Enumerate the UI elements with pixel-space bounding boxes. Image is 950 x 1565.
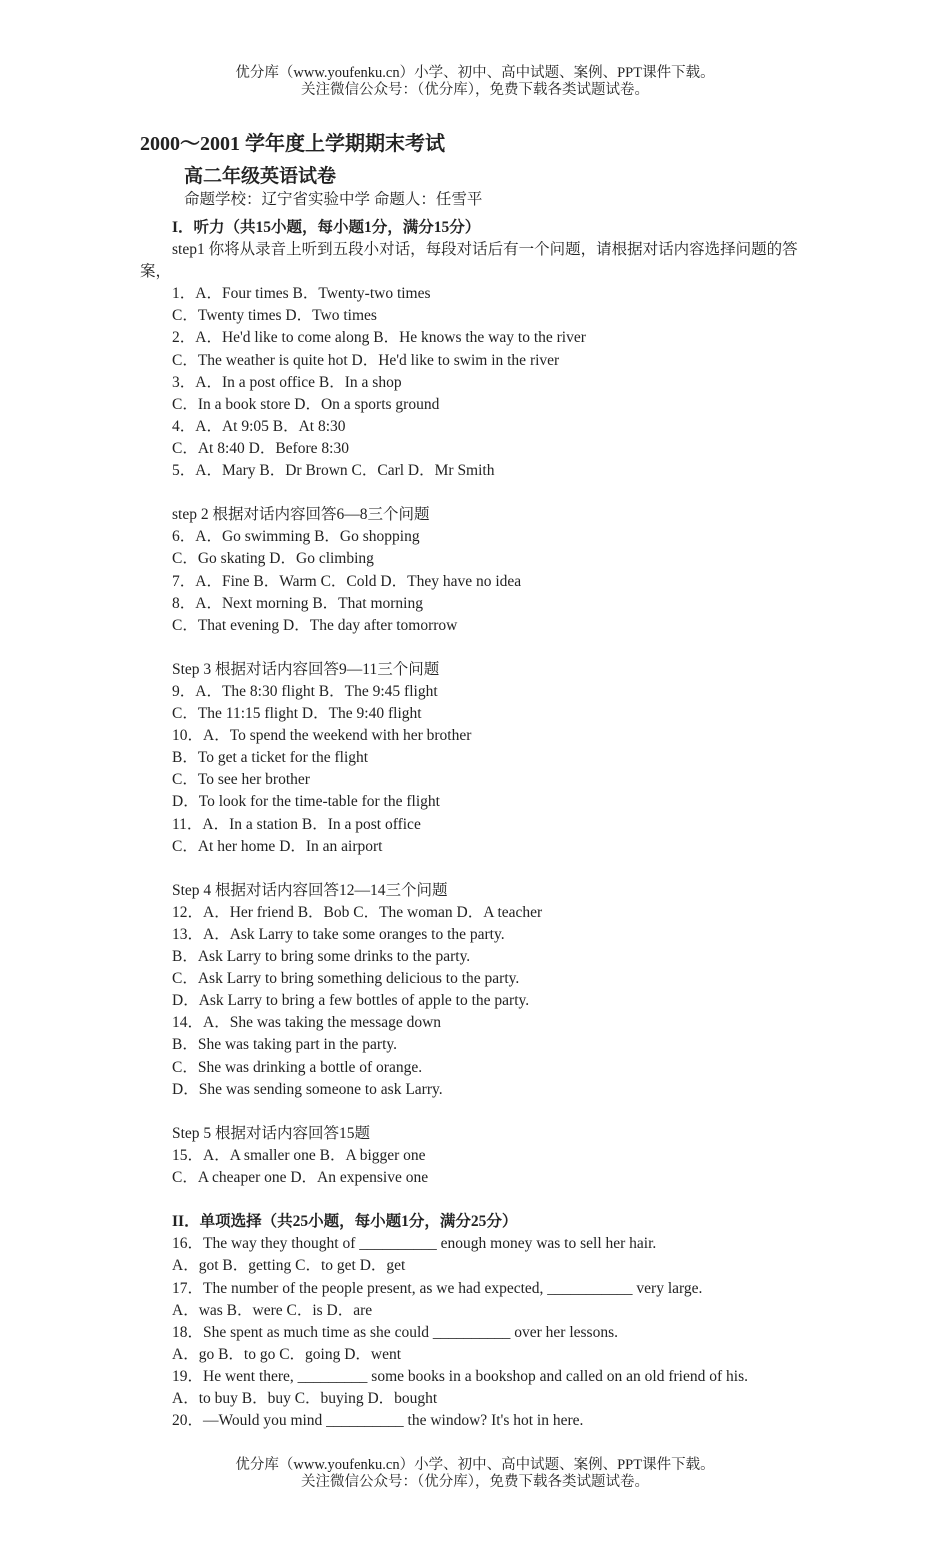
question-line: B．She was taking part in the party. xyxy=(172,1036,397,1054)
blank-line xyxy=(140,637,820,659)
question-line: B．To get a ticket for the flight xyxy=(172,749,369,767)
question-line: D．To look for the time-table for the flight xyxy=(172,793,440,811)
question-line: C．In a book store D．On a sports ground xyxy=(172,395,440,413)
question-line: C．At 8:40 D．Before 8:30 xyxy=(172,439,349,457)
footer-line-1: 优分库（www.youfenku.cn）小学、初中、高中试题、案例、PPT课件下载。 xyxy=(235,1457,715,1473)
page-header xyxy=(0,65,950,99)
question-line: C．A cheaper one D．An expensive one xyxy=(172,1169,429,1187)
section-heading: II．单项选择（共25小题，每小题1分，满分25分） xyxy=(172,1213,518,1231)
question-line: 17．The number of the people present, as we had expected, ___________ very large. xyxy=(172,1279,703,1297)
question-line: step1 你将从录音上听到五段小对话，每段对话后有一个问题，请根据对话内容选择问题的答案， xyxy=(140,241,798,281)
question-line: 4．A．At 9:05 B．At 8:30 xyxy=(172,417,346,435)
question-line: C．The 11:15 flight D．The 9:40 flight xyxy=(172,705,422,723)
question-line: step 2 根据对话内容回答6—8三个问题 xyxy=(172,506,430,524)
question-line: 3．A．In a post office B．In a shop xyxy=(172,373,402,391)
question-line: D．She was sending someone to ask Larry. xyxy=(172,1080,443,1098)
question-line: C．Ask Larry to bring something delicious to the party. xyxy=(172,970,520,988)
footer-line-2: 关注微信公众号：（优分库），免费下载各类试题试卷。 xyxy=(301,1474,649,1490)
question-line: Step 3 根据对话内容回答9—11三个问题 xyxy=(172,660,440,678)
header-line-1: 优分库（www.youfenku.cn）小学、初中、高中试题、案例、PPT课件下载。 xyxy=(235,65,715,81)
question-line: 1．A．Four times B．Twenty-two times xyxy=(172,285,431,303)
question-line: 6．A．Go swimming B．Go shopping xyxy=(172,528,420,546)
exam-subtitle: 高二年级英语试卷 xyxy=(184,166,337,187)
question-line: 20．—Would you mind __________ the window? It's hot in here. xyxy=(172,1412,584,1430)
blank-line xyxy=(140,1189,820,1211)
question-line: 13．A．Ask Larry to take some oranges to the party. xyxy=(172,926,505,943)
question-line: 8．A．Next morning B．That morning xyxy=(172,594,423,612)
question-line: A．got B．getting C．to get D．get xyxy=(172,1257,406,1275)
question-line: 9．A．The 8:30 flight B．The 9:45 flight xyxy=(172,682,438,700)
section-heading: I．听力（共15小题，每小题1分，满分15分） xyxy=(172,219,481,236)
question-line: C．Go skating D．Go climbing xyxy=(172,550,374,568)
question-line: 16．The way they thought of __________ enough money was to sell her hair. xyxy=(172,1235,657,1253)
blank-line xyxy=(140,482,820,504)
question-line: C．At her home D．In an airport xyxy=(172,837,383,855)
question-line: D．Ask Larry to bring a few bottles of apple to the party. xyxy=(172,992,530,1010)
blank-line xyxy=(140,858,820,880)
question-line: 14．A．She was taking the message down xyxy=(172,1014,442,1032)
question-line: 2．A．He'd like to come along B．He knows the way to the river xyxy=(172,329,586,347)
header-line-2: 关注微信公众号：（优分库），免费下载各类试题试卷。 xyxy=(301,82,649,98)
question-line: 12．A．Her friend B．Bob C．The woman D．A teacher xyxy=(172,903,543,921)
question-line: C．Twenty times D．Two times xyxy=(172,307,377,325)
page-footer xyxy=(0,1457,950,1491)
question-line: A．go B．to go C．going D．went xyxy=(172,1345,402,1363)
question-line: 7．A．Fine B．Warm C．Cold D．They have no idea xyxy=(172,572,522,590)
question-line: A．to buy B．buy C．buying D．bought xyxy=(172,1389,438,1407)
question-line: C．To see her brother xyxy=(172,771,310,789)
question-line: 10．A．To spend the weekend with her brother xyxy=(172,727,472,745)
exam-body xyxy=(140,217,820,1432)
question-line: Step 4 根据对话内容回答12—14三个问题 xyxy=(172,881,448,899)
question-line: B．Ask Larry to bring some drinks to the party. xyxy=(172,948,471,966)
question-line: 5．A．Mary B．Dr Brown C．Carl D．Mr Smith xyxy=(172,462,495,480)
question-line: 11．A．In a station B．In a post office xyxy=(172,815,421,833)
exam-title: 2000～2001 学年度上学期期末考试 xyxy=(140,133,445,155)
question-line: 15．A．A smaller one B．A bigger one xyxy=(172,1146,426,1164)
question-line: Step 5 根据对话内容回答15题 xyxy=(172,1124,371,1142)
question-line: A．was B．were C．is D．are xyxy=(172,1301,373,1319)
question-line: C．She was drinking a bottle of orange. xyxy=(172,1058,423,1076)
question-line: C．That evening D．The day after tomorrow xyxy=(172,616,458,634)
question-line: C．The weather is quite hot D．He'd like to swim in the river xyxy=(172,351,560,369)
author-line: 命题学校：辽宁省实验中学 命题人：任雪平 xyxy=(184,191,483,208)
question-line: 19．He went there, _________ some books in a bookshop and called on an old friend of his. xyxy=(172,1367,748,1385)
blank-line xyxy=(140,1101,820,1123)
question-line: 18．She spent as much time as she could __________ over her lessons. xyxy=(172,1323,618,1341)
